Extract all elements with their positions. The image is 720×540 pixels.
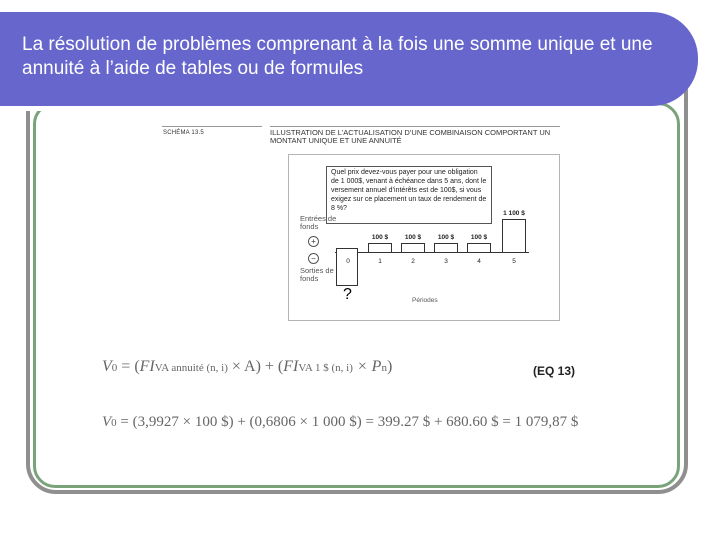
eq1-p-sub: n [381, 362, 387, 374]
slide-title: La résolution de problèmes comprenant à la fois une somme unique et une annuité à l’aide de tables ou de formules [22, 34, 653, 79]
period-tick-label: 3 [444, 258, 448, 265]
period-tick-label: 1 [378, 258, 382, 265]
annuity-label: 100 $ [371, 234, 389, 241]
eq1-factor-annuity: FI [139, 358, 155, 375]
inflows-label: Entrées de fonds [300, 214, 337, 231]
eq1-equals: = [117, 358, 135, 375]
period-tick-label: 0 [346, 258, 350, 265]
period-tick-label: 5 [512, 258, 516, 265]
lump-sum-label: 1 100 $ [503, 210, 525, 217]
annuity-label: 100 $ [470, 234, 488, 241]
annuity-bar [401, 243, 425, 253]
annuity-label: 100 $ [404, 234, 422, 241]
outflows-label: Sorties de fonds [300, 266, 334, 283]
eq2-lhs-sub: 0 [111, 417, 117, 429]
title-underline [0, 106, 636, 111]
eq1-factor-lump: FI [283, 358, 299, 375]
annuity-label: 100 $ [437, 234, 455, 241]
figure-label: SCHÉMA 13.5 [163, 130, 204, 136]
eq1-times-p: × P [352, 358, 382, 375]
question-box: Quel prix devez-vous payer pour une obligation de 1 000$, venant à échéance dans 5 ans, dont le versement annuel d’intérêts est de 100$, si vous exigez sur ce placement un taux de rendement de 8 %? [326, 166, 492, 224]
eq1-times-a: × A) + ( [227, 358, 284, 375]
equation-numeric [102, 414, 578, 431]
equation-13 [102, 358, 392, 376]
equation-tag: (EQ 13) [533, 364, 576, 378]
unknown-price-mark: ? [343, 286, 352, 303]
annuity-bar [467, 243, 491, 253]
eq2-lhs: V [102, 414, 112, 430]
eq1-open-paren: ( [134, 358, 140, 375]
lump-sum-bar [502, 219, 526, 253]
plus-sign-icon: + [308, 236, 319, 247]
figure-rule-right [270, 126, 560, 127]
eq1-annuity-sub: VA annuité (n, i) [154, 362, 228, 374]
period-tick-label: 2 [411, 258, 415, 265]
eq1-lhs-sub: 0 [111, 362, 118, 374]
annuity-bar [434, 243, 458, 253]
period-tick-label: 4 [477, 258, 481, 265]
figure [160, 124, 560, 320]
figure-title: ILLUSTRATION DE L’ACTUALISATION D’UNE COMBINAISON COMPORTANT UN MONTANT UNIQUE ET UNE ANNUITÉ [270, 128, 551, 145]
eq2-body: = (3,9927 × 100 $) + (0,6806 × 1 000 $) = 399.27 $ + 680.60 $ = 1 079,87 $ [116, 414, 579, 430]
axis-line [335, 252, 529, 253]
minus-sign-icon: − [308, 253, 319, 264]
eq1-close-paren: ) [386, 358, 393, 375]
eq1-lhs: V [102, 358, 112, 375]
eq1-lump-sub: VA 1 $ (n, i) [298, 362, 353, 374]
figure-rule-left [162, 126, 262, 127]
periods-axis-label: Périodes [412, 297, 438, 304]
annuity-bar [368, 243, 392, 253]
unknown-bar [336, 248, 358, 286]
